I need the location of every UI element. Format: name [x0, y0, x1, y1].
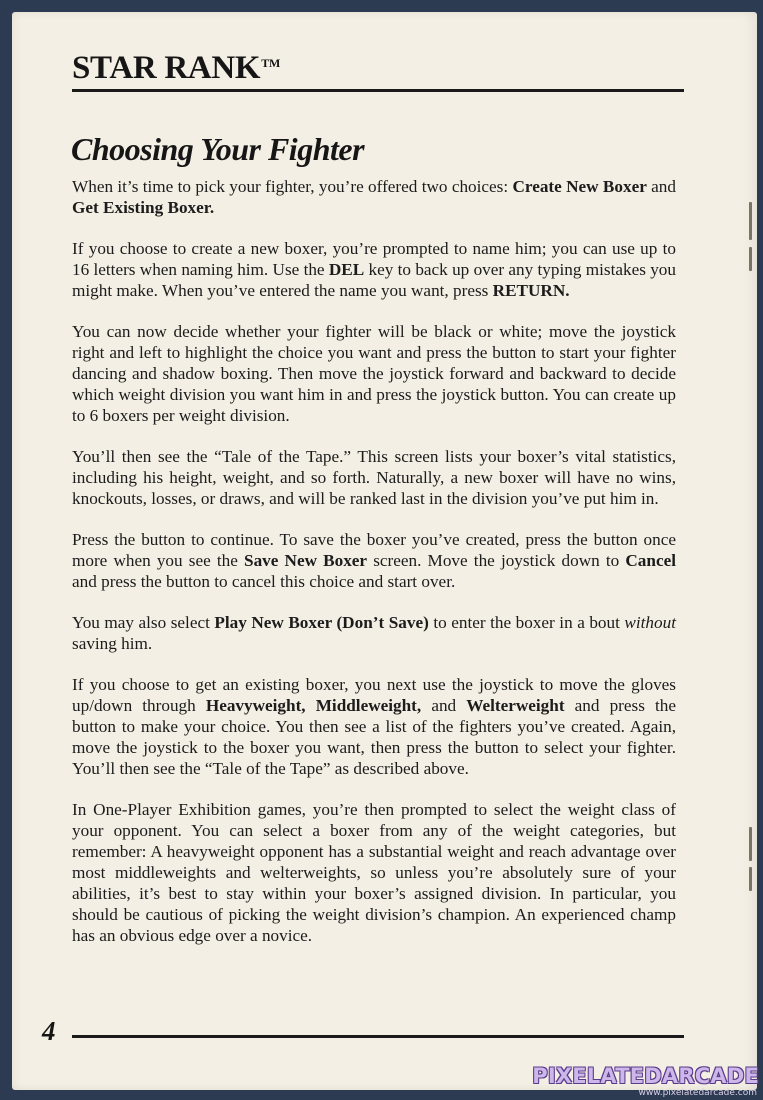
- footer-rule: [72, 1035, 684, 1038]
- paragraph-1: When it’s time to pick your fighter, you’re offered two choices: Create New Boxer and Get Existing Boxer.: [72, 177, 676, 217]
- header-title: STAR RANK: [72, 50, 261, 86]
- paragraph-2: If you choose to create a new boxer, you’re prompted to name him; you can use up to 16 letters when naming him. Use the DEL key to back up over any typing mistakes you might make. When you’ve entered the name you want, press RETURN.: [72, 239, 676, 300]
- paragraph-7: If you choose to get an existing boxer, you next use the joystick to move the gloves up/down through Heavyweight, Middleweight, and Welterweight and press the button to make your choice. You then see a list of the fighters you’ve created. Again, move the joystick to the boxer you want, then press the button to select your fighter. You’ll then see the “Tale of the Tape” as described above.: [72, 675, 676, 778]
- staple-mark: [749, 247, 752, 271]
- staple-mark: [749, 867, 752, 891]
- paragraph-6: You may also select Play New Boxer (Don’t Save) to enter the boxer in a bout without saving him.: [72, 613, 676, 653]
- paragraph-8: In One-Player Exhibition games, you’re then prompted to select the weight class of your opponent. You can select a boxer from any of the weight categories, but remember: A heavyweight opponent has a substantial weight and reach advantage over most middleweights and welterweights, so unless you’re absolutely sure of your abilities, it’s best to stay within your boxer’s assigned division. In particular, you should be cautious of picking the weight division’s champion. An experienced champ has an obvious edge over a novice.: [72, 800, 676, 945]
- body-text: [72, 176, 676, 966]
- watermark-url: www.pixelatedarcade.com: [638, 1088, 757, 1098]
- staple-mark: [749, 202, 752, 240]
- page-header: [72, 50, 280, 87]
- paragraph-3: You can now decide whether your fighter will be black or white; move the joystick right and left to highlight the choice you want and press the button to start your fighter dancing and shadow boxing. Then move the joystick forward and backward to decide which weight division you want him in and press the joystick button. You can create up to 6 boxers per weight division.: [72, 322, 676, 425]
- trademark-symbol: TM: [261, 56, 281, 70]
- staple-mark: [749, 827, 752, 861]
- paragraph-5: Press the button to continue. To save the boxer you’ve created, press the button once more when you see the Save New Boxer screen. Move the joystick down to Cancel and press the button to cancel this choice and start over.: [72, 530, 676, 591]
- section-title: Choosing Your Fighter: [71, 131, 365, 167]
- watermark-logo: PIXELATEDARCADE: [532, 1064, 759, 1088]
- header-rule: [72, 89, 684, 92]
- paragraph-4: You’ll then see the “Tale of the Tape.” This screen lists your boxer’s vital statistics, including his height, weight, and so forth. Naturally, a new boxer will have no wins, knockouts, losses, or draws, and will be ranked last in the division you’ve put him in.: [72, 447, 676, 508]
- page-number: 4: [42, 1016, 56, 1046]
